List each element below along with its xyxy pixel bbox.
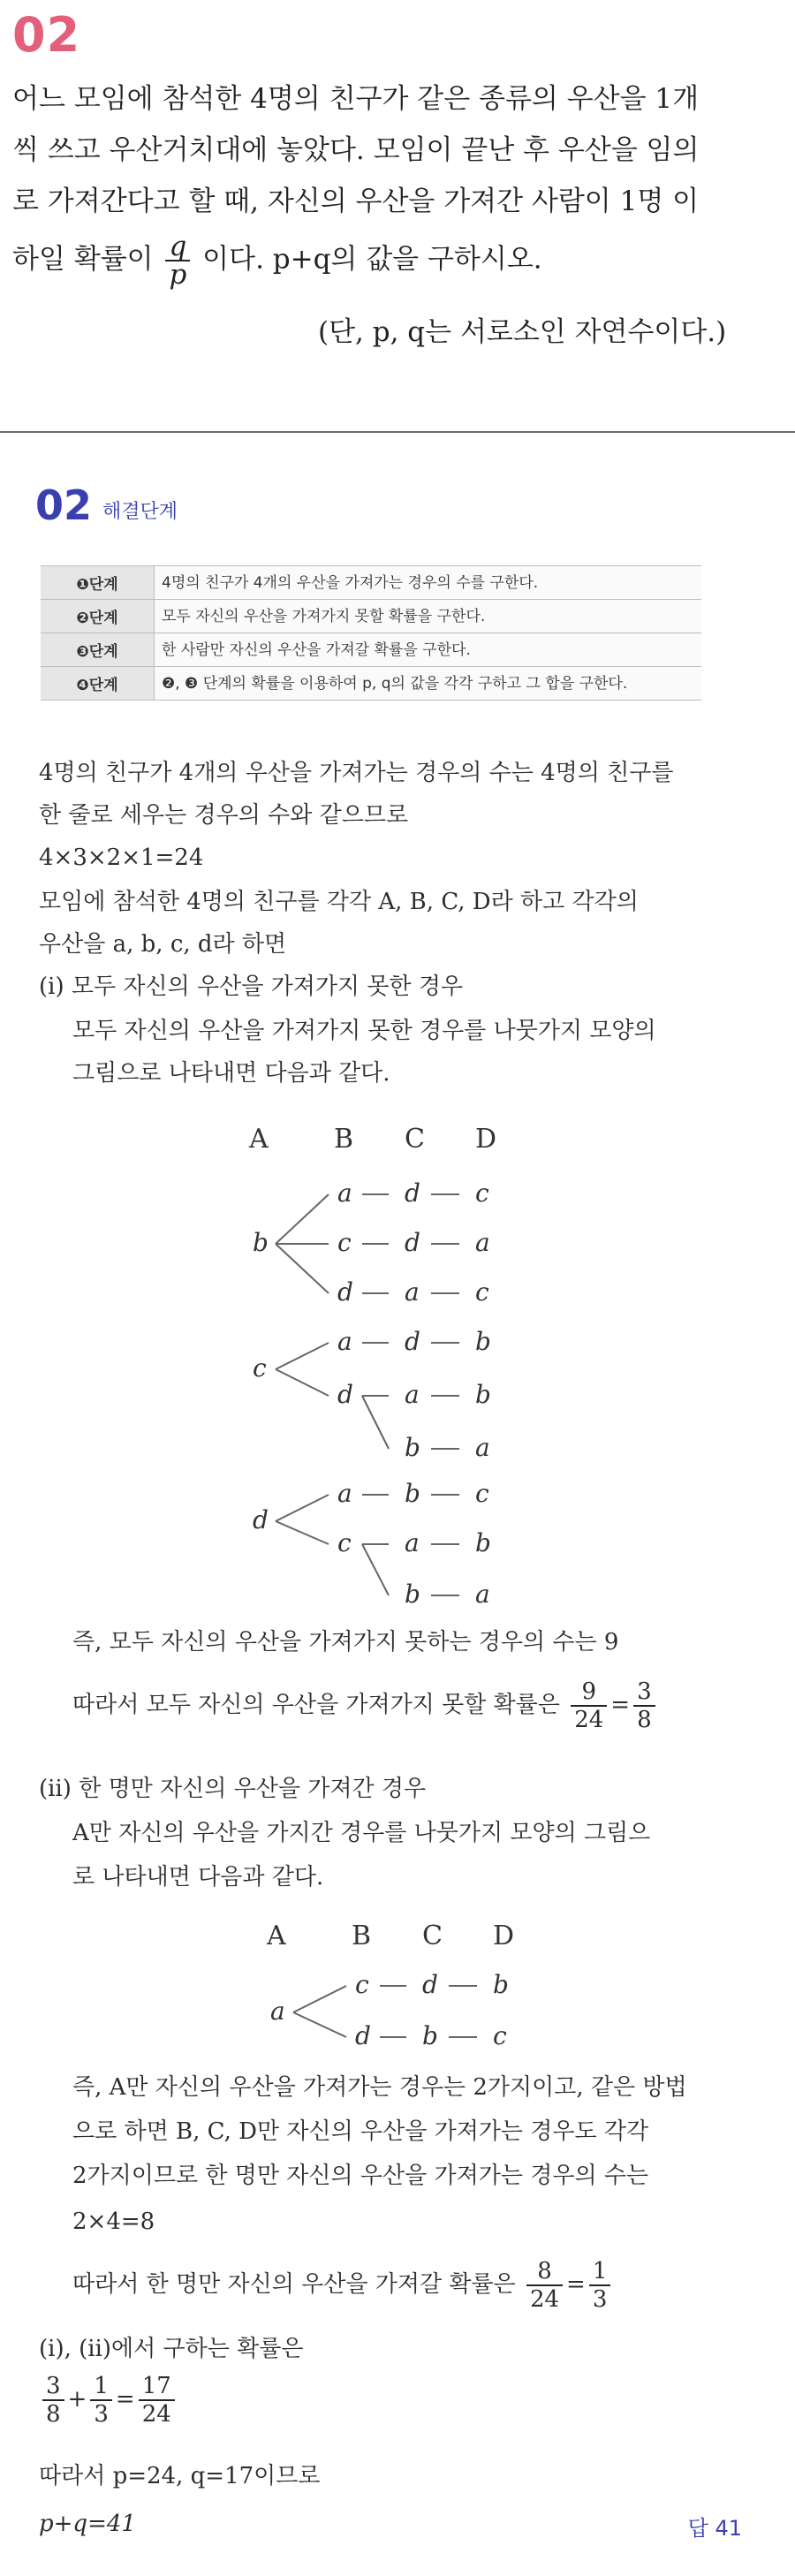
tree-node: b: [405, 1433, 420, 1462]
step-desc: 4명의 친구가 4개의 우산을 가져가는 경우의 수를 구한다.: [155, 566, 702, 600]
fraction-denominator: 3: [94, 2401, 109, 2428]
tree-node: b: [405, 1479, 420, 1508]
tree-diagram-2: [0, 1908, 795, 2067]
tree-node: d: [422, 1970, 438, 1999]
tree-node: a: [337, 1327, 352, 1356]
fraction-denominator: 8: [637, 1707, 652, 1733]
fraction-numerator: 1: [589, 2258, 611, 2286]
fraction: [589, 2258, 611, 2313]
tree-node: a: [405, 1528, 420, 1557]
tree-node: d: [337, 1277, 353, 1307]
fraction-denominator: 8: [46, 2401, 61, 2428]
tree-node: a: [337, 1479, 352, 1508]
solution-line: 2가지이므로 한 명만 자신의 우산을 가져가는 경우의 수는: [72, 2163, 649, 2189]
fraction-denominator: p: [169, 259, 187, 291]
tree-node: c: [355, 1970, 369, 1999]
tree-node: d: [405, 1228, 420, 1257]
tree-node: c: [337, 1528, 352, 1557]
solution-line: 즉, A만 자신의 우산을 가져가는 경우는 2가지이고, 같은 방법: [72, 2074, 687, 2101]
tree-node: d: [355, 2021, 371, 2050]
sum-equation: $\frac{3}{8}$ + $\frac{1}{3}$ = $\frac{17}{24}$: [39, 2373, 178, 2428]
tree-node: b: [253, 1228, 269, 1257]
sum-intro: (ⅰ), (ⅱ)에서 구하는 확률은: [39, 2336, 304, 2362]
solution-line: 으로 하면 B, C, D만 자신의 우산을 가져가는 경우도 각각: [72, 2118, 649, 2145]
tree-node: d: [337, 1380, 353, 1409]
solution-line: 그림으로 나타내면 다음과 같다.: [72, 1060, 390, 1087]
step-name: ❶단계: [41, 566, 155, 600]
step-row: [41, 600, 701, 633]
tree-1-header-b: B: [334, 1124, 354, 1155]
tree-node: a: [475, 1228, 490, 1257]
fraction: [90, 2373, 112, 2428]
step-row: [41, 566, 701, 600]
fraction: [42, 2373, 64, 2428]
probability-fraction: [165, 231, 190, 291]
tree-node: a: [405, 1277, 420, 1307]
problem-condition: (단, p, q는 서로소인 자연수이다.): [318, 316, 727, 348]
tree-1-header-c: C: [405, 1124, 425, 1155]
step-desc: 한 사람만 자신의 우산을 가져갈 확률을 구한다.: [155, 633, 702, 667]
solution-label: 해결단계: [102, 501, 178, 523]
fraction-numerator: 1: [90, 2373, 112, 2401]
step-name: ❷단계: [41, 600, 155, 633]
tree-1-lines: [0, 1113, 795, 1625]
tree-1-header-a: A: [249, 1124, 269, 1155]
solution-line: A만 자신의 우산을 가지간 경우를 나뭇가지 모양의 그림으: [72, 1820, 651, 1846]
solution-line: 한 줄로 세우는 경우의 수와 같으므로: [39, 802, 409, 829]
step-desc: 모두 자신의 우산을 가져가지 못할 확률을 구한다.: [155, 600, 702, 633]
case-1-prob-text: 따라서 모두 자신의 우산을 가져가지 못할 확률은: [72, 1692, 560, 1718]
solution-line: 4×3×2×1=24: [39, 845, 204, 871]
tree-node: a: [475, 1580, 490, 1609]
fraction-numerator: 3: [42, 2373, 64, 2401]
steps-table: [41, 565, 701, 701]
case-2-prob-text: 따라서 한 명만 자신의 우산을 가져갈 확률은: [72, 2271, 516, 2298]
case-1-probability: 따라서 모두 자신의 우산을 가져가지 못할 확률은 $\frac{9}{24}$ = $\frac{3}{8}$: [72, 1678, 659, 1733]
fraction: [571, 1678, 607, 1733]
solution-line: 4명의 친구가 4개의 우산을 가져가는 경우의 수는 4명의 친구를: [39, 760, 674, 786]
tree-node: b: [475, 1380, 491, 1409]
problem-text-line-3: 로 가져간다고 할 때, 자신의 우산을 가져간 사람이 1명 이: [12, 186, 700, 217]
step-row: [41, 667, 701, 701]
tree-node: a: [475, 1433, 490, 1462]
tree-node: b: [475, 1327, 491, 1356]
fraction-numerator: 17: [139, 2373, 175, 2401]
fraction-numerator: 8: [526, 2258, 563, 2286]
step-desc: ❷, ❸ 단계의 확률을 이용하여 p, q의 값을 각각 구하고 그 합을 구한다.: [155, 667, 702, 701]
fraction-denominator: 24: [574, 1707, 604, 1733]
fraction: [526, 2258, 563, 2313]
fraction-numerator: q: [165, 233, 190, 261]
tree-1-header-d: D: [475, 1124, 497, 1155]
problem-number: 02: [12, 7, 81, 63]
fraction-denominator: 3: [592, 2286, 608, 2313]
solution-line: 모두 자신의 우산을 가져가지 못한 경우를 나뭇가지 모양의: [72, 1018, 656, 1044]
tree-node: a: [270, 1996, 285, 2026]
solution-line: 로 나타내면 다음과 같다.: [72, 1864, 324, 1890]
tree-node: d: [405, 1178, 420, 1208]
fraction: [139, 2373, 175, 2428]
tree-node: c: [253, 1353, 267, 1383]
problem-line-4-prefix: 하일 확률이: [12, 243, 154, 276]
tree-2-header-c: C: [422, 1921, 443, 1951]
tree-node: c: [475, 1178, 489, 1208]
fraction-denominator: 24: [141, 2401, 171, 2428]
final-result: p+q=41: [39, 2511, 136, 2537]
tree-node: b: [475, 1528, 491, 1557]
problem-line-4-suffix: 이다. p+q의 값을 구하시오.: [202, 243, 542, 276]
problem-text-line-4: [12, 231, 542, 291]
step-name: ❹단계: [41, 667, 155, 701]
tree-node: c: [475, 1479, 489, 1508]
problem-text-line-2: 씩 쓰고 우산거치대에 놓았다. 모임이 끝난 후 우산을 임의: [12, 134, 700, 166]
conclusion: 따라서 p=24, q=17이므로: [39, 2463, 321, 2489]
tree-node: c: [475, 1277, 489, 1307]
step-row: [41, 633, 701, 667]
tree-node: d: [253, 1505, 269, 1534]
tree-node: a: [405, 1380, 420, 1409]
tree-2-lines: [0, 1908, 795, 2067]
tree-2-header-a: A: [267, 1921, 286, 1951]
answer-badge: 답 41: [687, 2516, 742, 2541]
solution-line: 2×4=8: [72, 2209, 155, 2235]
tree-2-header-b: B: [352, 1921, 372, 1951]
solution-line: 우산을 a, b, c, d라 하면: [39, 931, 287, 958]
section-divider: [0, 431, 795, 433]
tree-node: c: [493, 2021, 507, 2050]
case-heading: (ⅱ) 한 명만 자신의 우산을 가져간 경우: [39, 1776, 427, 1802]
tree-node: b: [405, 1580, 420, 1609]
tree-node: a: [337, 1178, 352, 1208]
fraction-numerator: 9: [571, 1678, 607, 1707]
fraction-denominator: 24: [529, 2286, 560, 2313]
case-heading: (ⅰ) 모두 자신의 우산을 가져가지 못한 경우: [39, 974, 464, 1000]
tree-node: c: [337, 1228, 352, 1257]
tree-node: b: [422, 2021, 438, 2050]
tree-diagram-1: [0, 1113, 795, 1625]
tree-2-header-d: D: [493, 1921, 515, 1951]
tree-node: b: [493, 1970, 509, 1999]
problem-text-line-1: 어느 모임에 참석한 4명의 친구가 같은 종류의 우산을 1개: [12, 83, 700, 115]
case-1-count: 즉, 모두 자신의 우산을 가져가지 못하는 경우의 수는 9: [72, 1629, 619, 1655]
fraction: [633, 1678, 655, 1733]
solution-line: 모임에 참석한 4명의 친구를 각각 A, B, C, D라 하고 각각의: [39, 889, 639, 915]
case-2-probability: 따라서 한 명만 자신의 우산을 가져갈 확률은 $\frac{8}{24}$ = $\frac{1}{3}$: [72, 2258, 614, 2313]
tree-node: d: [405, 1327, 420, 1356]
step-name: ❸단계: [41, 633, 155, 667]
solution-number: 02: [35, 481, 93, 529]
fraction-numerator: 3: [633, 1678, 655, 1707]
